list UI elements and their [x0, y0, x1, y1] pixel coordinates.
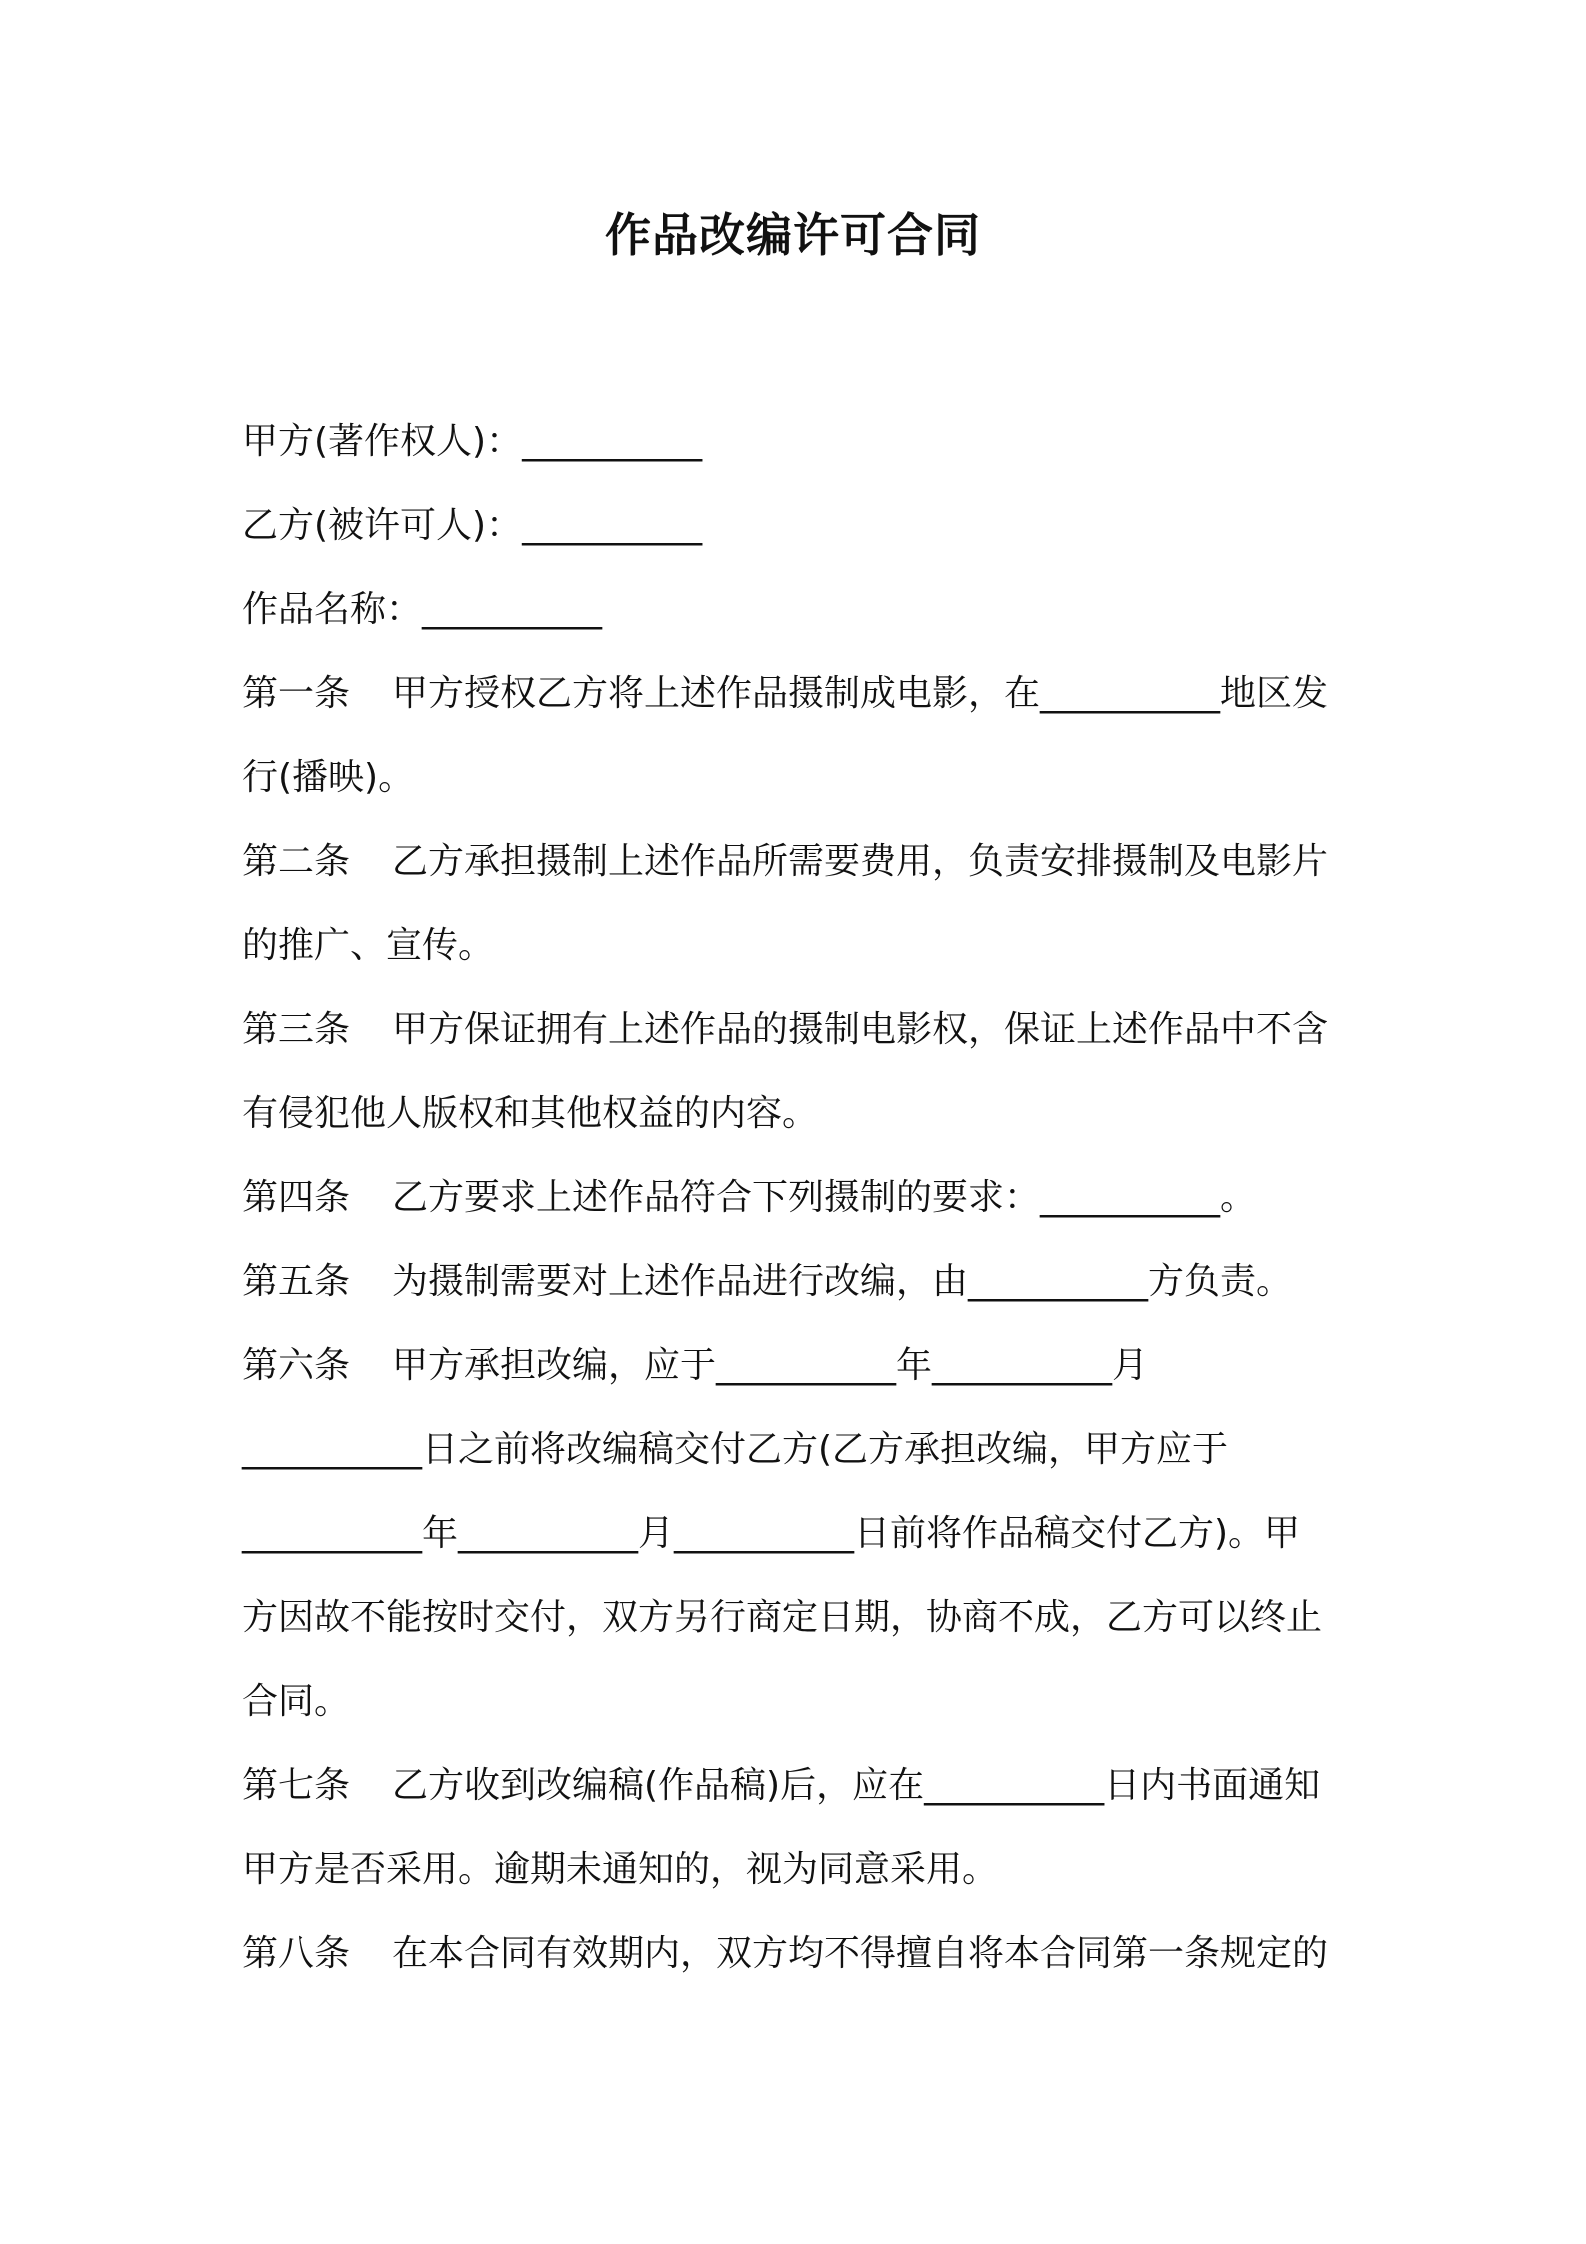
article-text: 甲方授权乙方将上述作品摄制成电影，在__________地区发 [392, 673, 1329, 714]
article-text: __________年__________月__________日前将作品稿交付乙方)。甲 [242, 1513, 1301, 1554]
article-3 [242, 988, 1362, 1156]
article-text: 乙方要求上述作品符合下列摄制的要求：__________。 [392, 1177, 1257, 1218]
article-text: 甲方保证拥有上述作品的摄制电影权，保证上述作品中不含 [392, 1009, 1329, 1050]
article-text: 在本合同有效期内，双方均不得擅自将本合同第一条规定的 [392, 1933, 1329, 1974]
article-label: 第六条 [242, 1345, 351, 1386]
article-label: 第八条 [242, 1933, 351, 1974]
document-title: 作品改编许可合同 [605, 208, 981, 262]
article-6 [242, 1324, 1362, 1744]
article-text: 有侵犯他人版权和其他权益的内容。 [242, 1093, 819, 1134]
article-text: 行(播映)。 [242, 757, 415, 798]
article-label: 第一条 [242, 673, 351, 714]
article-text: __________日之前将改编稿交付乙方(乙方承担改编，甲方应于 [242, 1429, 1229, 1470]
party-b-line [242, 484, 1362, 568]
article-text: 甲方是否采用。逾期未通知的，视为同意采用。 [242, 1849, 999, 1890]
article-text: 方因故不能按时交付，双方另行商定日期，协商不成，乙方可以终止 [242, 1597, 1323, 1638]
article-label: 第二条 [242, 841, 351, 882]
party-a-line [242, 400, 1362, 484]
article-label: 第四条 [242, 1177, 351, 1218]
article-label: 第七条 [242, 1765, 351, 1806]
article-2 [242, 820, 1362, 988]
article-text: 甲方承担改编，应于__________年__________月 [392, 1345, 1149, 1386]
article-text: 乙方收到改编稿(作品稿)后，应在__________日内书面通知 [392, 1765, 1321, 1806]
article-1 [242, 652, 1362, 820]
work-name-text: 作品名称：__________ [242, 589, 603, 630]
article-text: 为摄制需要对上述作品进行改编，由__________方负责。 [392, 1261, 1293, 1302]
article-7 [242, 1744, 1362, 1912]
article-text: 的推广、宣传。 [242, 925, 495, 966]
article-label: 第五条 [242, 1261, 351, 1302]
article-label: 第三条 [242, 1009, 351, 1050]
article-4 [242, 1156, 1362, 1240]
article-8 [242, 1912, 1362, 1996]
party-b-text: 乙方(被许可人)：__________ [242, 505, 703, 546]
work-name-line [242, 568, 1362, 652]
article-5 [242, 1240, 1362, 1324]
article-text: 乙方承担摄制上述作品所需要费用，负责安排摄制及电影片 [392, 841, 1329, 882]
article-text: 合同。 [242, 1681, 351, 1722]
document-body [242, 400, 1362, 1996]
party-a-text: 甲方(著作权人)：__________ [242, 421, 703, 462]
